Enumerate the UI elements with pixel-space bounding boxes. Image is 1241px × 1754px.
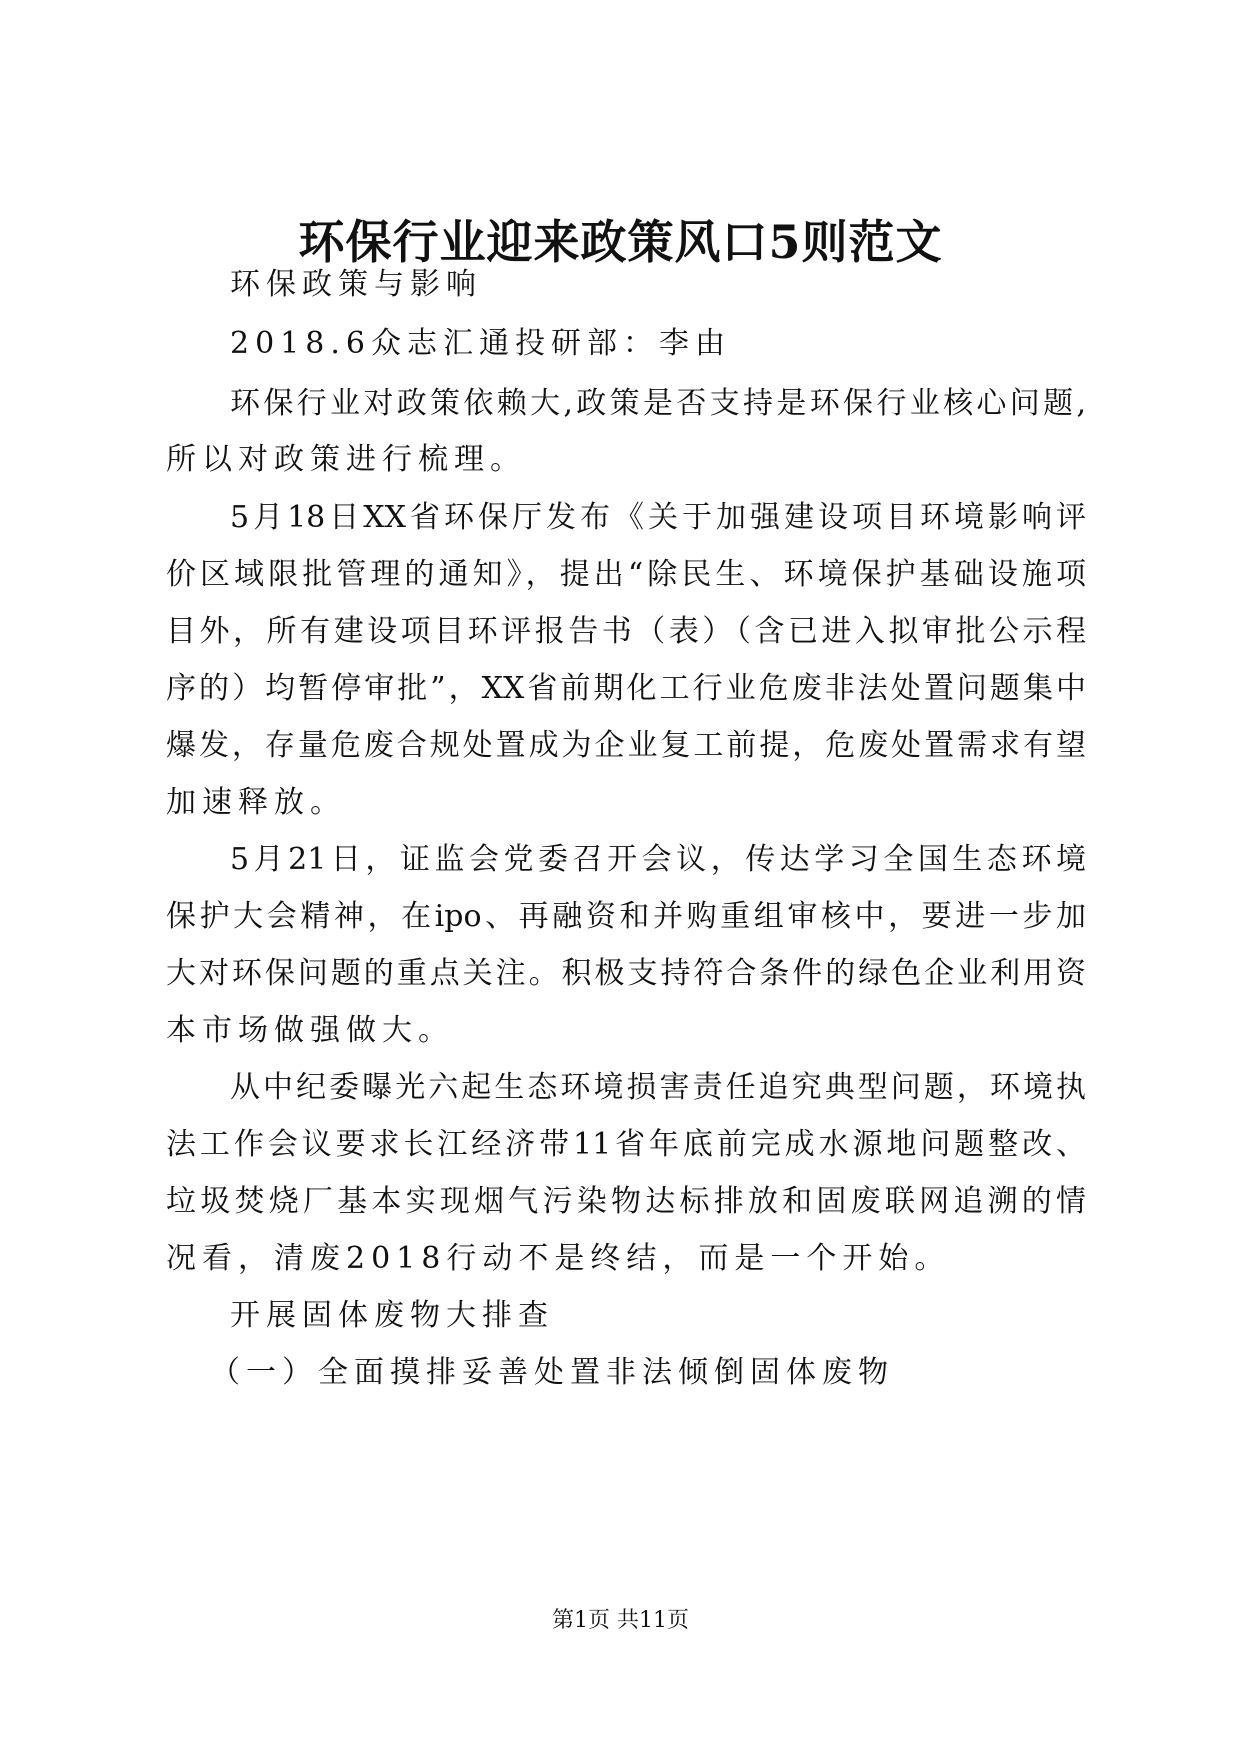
paragraph-line: 价区域限批管理的通知》，提出“除民生、环境保护基础设施项 — [166, 557, 1086, 592]
paragraph-line: 所以对政策进行梳理。 — [166, 442, 526, 477]
paragraph-line: 5月18日XX省环保厅发布《关于加强建设项目环境影响评 — [230, 500, 1086, 535]
paragraph-line: 保护大会精神，在ipo、再融资和并购重组审核中，要进一步加 — [166, 899, 1086, 934]
paragraph-line: 目外，所有建设项目环评报告书（表）（含已进入拟审批公示程 — [166, 614, 1086, 649]
author-line: 2018.6众志汇通投研部：李由 — [230, 326, 731, 361]
paragraph-line: 加速释放。 — [166, 785, 346, 820]
paragraph-line: 法工作会议要求长江经济带11省年底前完成水源地问题整改、 — [166, 1127, 1086, 1162]
paragraph-line: 大对环保问题的重点关注。积极支持符合条件的绿色企业利用资 — [166, 956, 1086, 991]
paragraph-line: 本市场做强做大。 — [166, 1013, 454, 1048]
paragraph-line: 爆发，存量危废合规处置成为企业复工前提，危废处置需求有望 — [166, 728, 1086, 763]
page-number: 第1页 共11页 — [552, 1608, 689, 1633]
document-title: 环保行业迎来政策风口5则范文 — [298, 215, 943, 269]
paragraph-line: 垃圾焚烧厂基本实现烟气污染物达标排放和固废联网追溯的情 — [166, 1184, 1086, 1219]
paragraph-line: 序的）均暂停审批”，XX省前期化工行业危废非法处置问题集中 — [166, 671, 1086, 706]
section-heading: 开展固体废物大排查 — [230, 1298, 554, 1333]
paragraph-line: 况看，清废2018行动不是终结，而是一个开始。 — [166, 1241, 951, 1276]
paragraph-line: 5月21日，证监会党委召开会议，传达学习全国生态环境 — [230, 842, 1086, 877]
subtitle-line: 环保政策与影响 — [230, 267, 482, 302]
paragraph-line: 从中纪委曝光六起生态环境损害责任追究典型问题，环境执 — [230, 1070, 1086, 1105]
subsection-heading: （一）全面摸排妥善处置非法倾倒固体废物 — [210, 1355, 894, 1390]
paragraph-line: 环保行业对政策依赖大,政策是否支持是环保行业核心问题, — [230, 386, 1086, 421]
